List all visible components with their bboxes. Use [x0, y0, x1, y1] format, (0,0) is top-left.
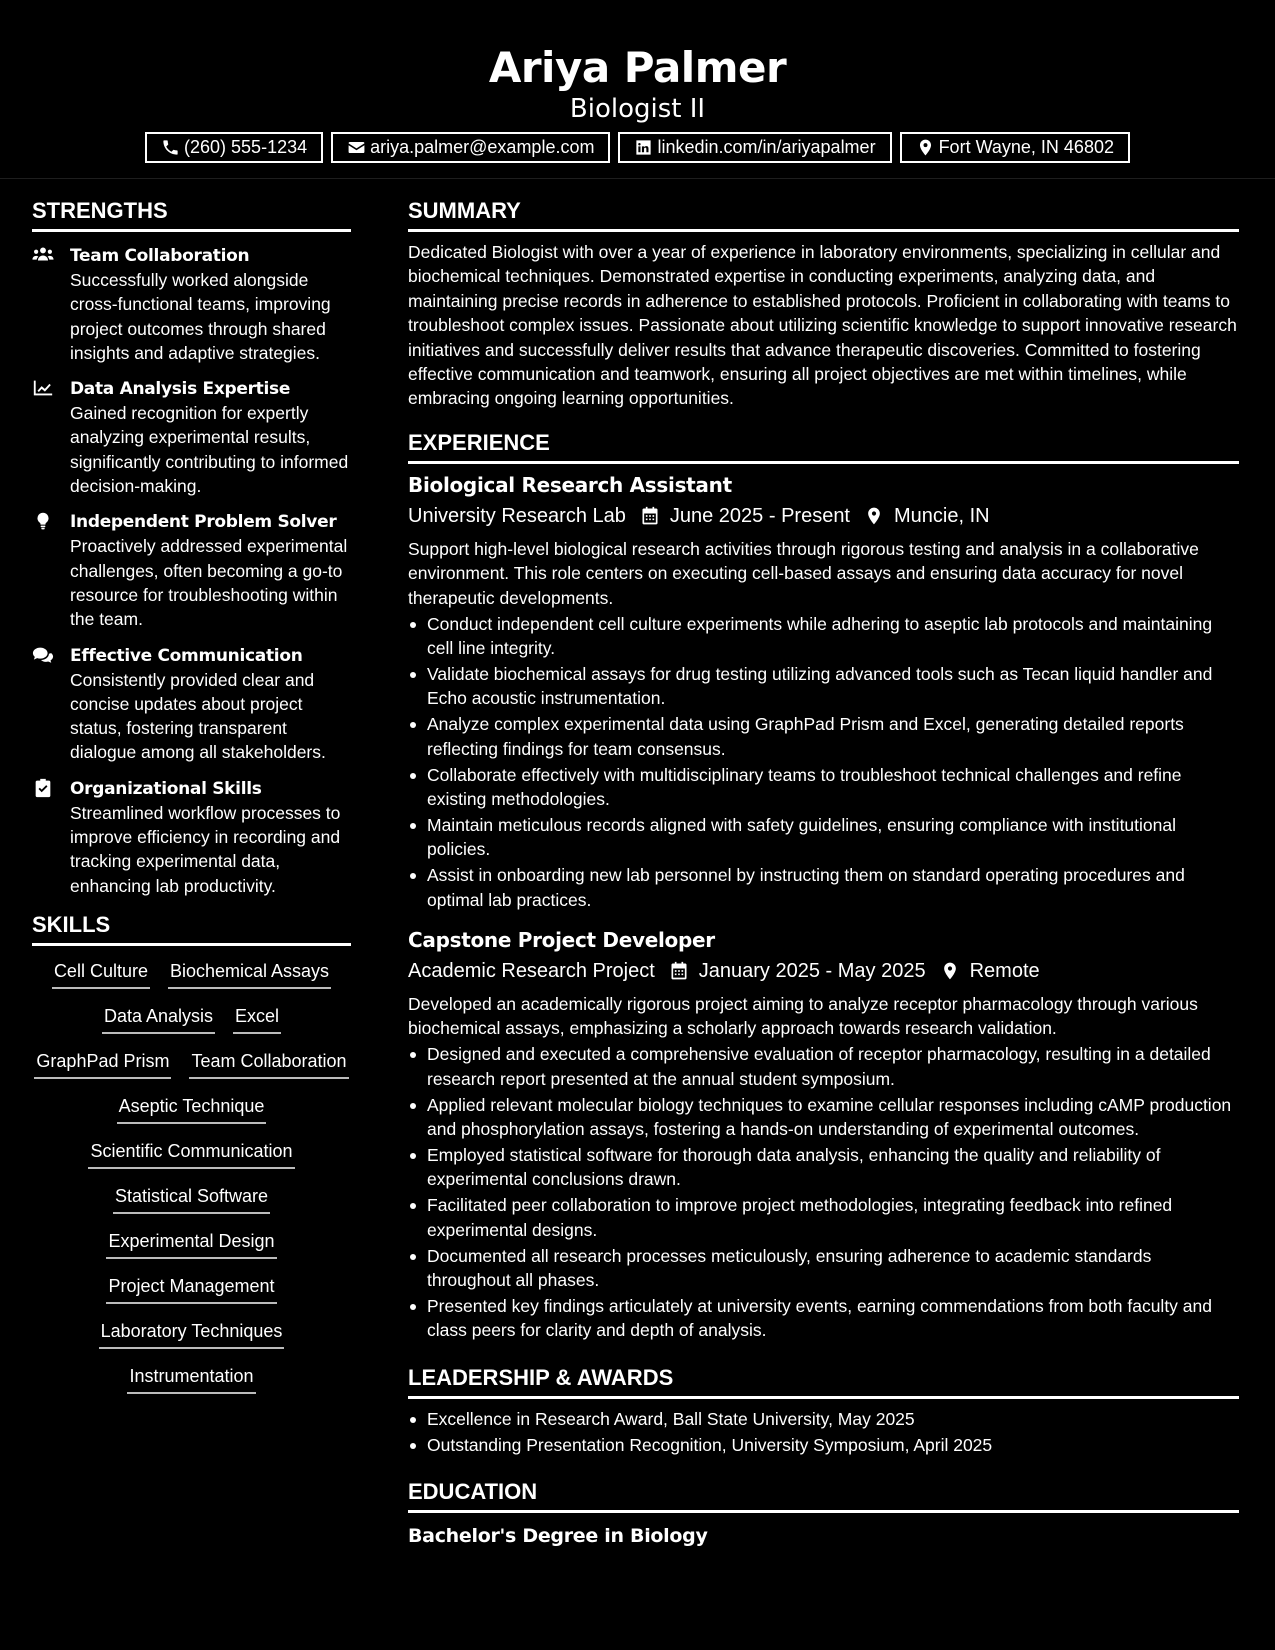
email-text: ariya.palmer@example.com: [370, 137, 595, 157]
leadership-section: [408, 1363, 1239, 1457]
skill-tag: Laboratory Techniques: [99, 1318, 285, 1349]
bullet-item: Documented all research processes meticulously, ensuring adherence to academic standards throughout all phases.: [408, 1244, 1239, 1293]
skill-tag: Data Analysis: [102, 1003, 215, 1034]
job-entry: [408, 471, 1239, 912]
summary-heading: SUMMARY: [408, 196, 1239, 232]
strength-title: Effective Communication: [70, 645, 303, 666]
education-section: [408, 1477, 1239, 1549]
right-column: [408, 196, 1239, 1549]
location-text: Fort Wayne, IN 46802: [938, 137, 1114, 157]
envelope-icon: [347, 138, 366, 157]
skill-tag: Statistical Software: [113, 1183, 270, 1214]
calendar-icon: [640, 506, 660, 526]
calendar-icon: [669, 961, 689, 981]
contact-linkedin[interactable]: [618, 132, 891, 163]
left-column: [32, 196, 351, 1394]
skill-tag: Scientific Communication: [88, 1138, 294, 1169]
experience-heading: EXPERIENCE: [408, 428, 1239, 464]
contact-location: [900, 132, 1130, 163]
strength-title: Organizational Skills: [70, 778, 262, 799]
job-org: University Research Lab: [408, 504, 626, 527]
bullet-item: Assist in onboarding new lab personnel by instructing them on standard operating procedures and optimal lab practices.: [408, 863, 1239, 912]
strengths-list: [32, 244, 351, 898]
skill-tag: GraphPad Prism: [34, 1048, 171, 1079]
candidate-title: Biologist II: [569, 94, 706, 124]
skill-tag: Cell Culture: [52, 958, 150, 989]
skill-tag: Aseptic Technique: [117, 1093, 267, 1124]
candidate-name: Ariya Palmer: [488, 43, 787, 92]
job-title: Capstone Project Developer: [408, 927, 715, 952]
award-item: Outstanding Presentation Recognition, University Symposium, April 2025: [408, 1433, 1239, 1457]
leadership-heading: LEADERSHIP & AWARDS: [408, 1363, 1239, 1399]
job-entry: [408, 926, 1239, 1343]
job-meta: [408, 956, 1239, 986]
bullet-item: Applied relevant molecular biology techniques to examine cellular responses including cAMP production and phosphorylation assays, fostering a hands-on understanding of experimental outcomes.: [408, 1093, 1239, 1142]
bullet-item: Facilitated peer collaboration to improve project methodologies, integrating feedback into refined experimental designs.: [408, 1193, 1239, 1242]
bullet-item: Employed statistical software for thorough data analysis, enhancing the quality and reliability of experimental conclusions drawn.: [408, 1143, 1239, 1192]
lightbulb-icon: [32, 511, 54, 531]
map-pin-icon: [864, 506, 884, 526]
strengths-heading: STRENGTHS: [32, 196, 351, 232]
bullet-item: Conduct independent cell culture experiments while adhering to aseptic lab protocols and maintaining cell line integrity.: [408, 612, 1239, 661]
contact-phone[interactable]: [145, 132, 323, 163]
users-icon: [32, 245, 54, 265]
job-org: Academic Research Project: [408, 959, 655, 982]
job-location: Muncie, IN: [894, 504, 990, 527]
map-pin-icon: [940, 961, 960, 981]
phone-text: (260) 555-1234: [184, 137, 308, 157]
skills-list: [32, 958, 351, 1394]
education-heading: EDUCATION: [408, 1477, 1239, 1513]
strength-title: Team Collaboration: [70, 246, 250, 266]
comments-icon: [32, 645, 54, 665]
job-title: Biological Research Assistant: [408, 472, 732, 497]
awards-list: [408, 1407, 1239, 1457]
bullet-item: Presented key findings articulately at university events, earning commendations from both faculty and class peers for clarity and depth of analysis.: [408, 1294, 1239, 1343]
experience-section: [408, 428, 1239, 1343]
skill-tag: Biochemical Assays: [168, 958, 331, 989]
degree-title: Bachelor's Degree in Biology: [408, 1524, 708, 1547]
skill-tag: Project Management: [106, 1273, 276, 1304]
map-pin-icon: [916, 138, 935, 157]
bullet-item: Designed and executed a comprehensive evaluation of receptor pharmacology, resulting in a detailed research report presented at the annual student symposium.: [408, 1042, 1239, 1091]
skill-tag: Experimental Design: [106, 1228, 276, 1259]
job-location: Remote: [969, 959, 1040, 982]
strength-item: [32, 510, 351, 631]
bullet-item: Validate biochemical assays for drug testing utilizing advanced tools such as Tecan liquid handler and Echo acoustic instrumentation.: [408, 662, 1239, 711]
skills-heading: SKILLS: [32, 910, 351, 946]
skill-tag: Team Collaboration: [189, 1048, 348, 1079]
strength-desc: Gained recognition for expertly analyzing experimental results, significantly contributing to informed decision-making.: [70, 403, 349, 497]
clipboard-check-icon: [32, 778, 54, 798]
job-dates: June 2025 - Present: [669, 504, 850, 527]
job-dates: January 2025 - May 2025: [698, 959, 926, 982]
strength-title: Independent Problem Solver: [70, 512, 337, 533]
linkedin-icon: [634, 138, 653, 157]
strength-item: [32, 644, 351, 765]
resume-header: [0, 0, 1275, 179]
chart-line-icon: [32, 378, 54, 398]
strength-desc: Successfully worked alongside cross-functional teams, improving project outcomes through shared insights and adaptive strategies.: [70, 270, 331, 363]
phone-icon: [161, 138, 180, 157]
strength-desc: Consistently provided clear and concise updates about project status, fostering transparent dialogue among all stakeholders.: [70, 669, 326, 763]
job-meta: [408, 501, 1239, 531]
strength-desc: Proactively addressed experimental challenges, often becoming a go-to resource for troubleshooting within the team.: [70, 536, 348, 630]
skill-tag: Instrumentation: [127, 1363, 255, 1394]
summary-text: Dedicated Biologist with over a year of experience in laboratory environments, specializing in cellular and biochemical techniques. Demonstrated expertise in conducting experiments, analyzing data, and maintaining precise records in adherence to established protocols. Proficient in collaborating with teams to troubleshoot complex issues. Passionate about utilizing scientific knowledge to support innovative research initiatives and successfully deliver results that advance therapeutic discoveries. Committed to fostering effective communication and teamwork, ensuring all project objectives are met within timelines, while embracing ongoing learning opportunities.: [408, 242, 1237, 409]
strength-title: Data Analysis Expertise: [70, 379, 291, 400]
skill-tag: Excel: [233, 1003, 281, 1034]
job-bullets: [408, 612, 1239, 912]
job-bullets: [408, 1042, 1239, 1342]
bullet-item: Collaborate effectively with multidisciplinary teams to troubleshoot technical challenges and refine existing methodologies.: [408, 763, 1239, 812]
bullet-item: Analyze complex experimental data using GraphPad Prism and Excel, generating detailed reports reflecting findings for team consensus.: [408, 712, 1239, 761]
strength-desc: Streamlined workflow processes to improve efficiency in recording and tracking experimental data, enhancing lab productivity.: [70, 802, 341, 896]
contact-email[interactable]: [331, 132, 610, 163]
strength-item: [32, 777, 351, 898]
strength-item: [32, 377, 351, 498]
job-description: Developed an academically rigorous project aiming to analyze receptor pharmacology through various biochemical assays, emphasizing a scholarly approach towards research validation.: [408, 993, 1198, 1039]
contact-bar: [0, 132, 1275, 163]
job-description: Support high-level biological research activities through rigorous testing and analysis in a collaborative environment. This role centers on executing cell-based assays and ensuring data accuracy for novel therapeutic developments.: [408, 538, 1199, 608]
bullet-item: Maintain meticulous records aligned with safety guidelines, ensuring compliance with institutional policies.: [408, 813, 1239, 862]
linkedin-text: linkedin.com/in/ariyapalmer: [657, 137, 876, 157]
award-item: Excellence in Research Award, Ball State University, May 2025: [408, 1407, 1239, 1431]
strength-item: [32, 244, 351, 365]
